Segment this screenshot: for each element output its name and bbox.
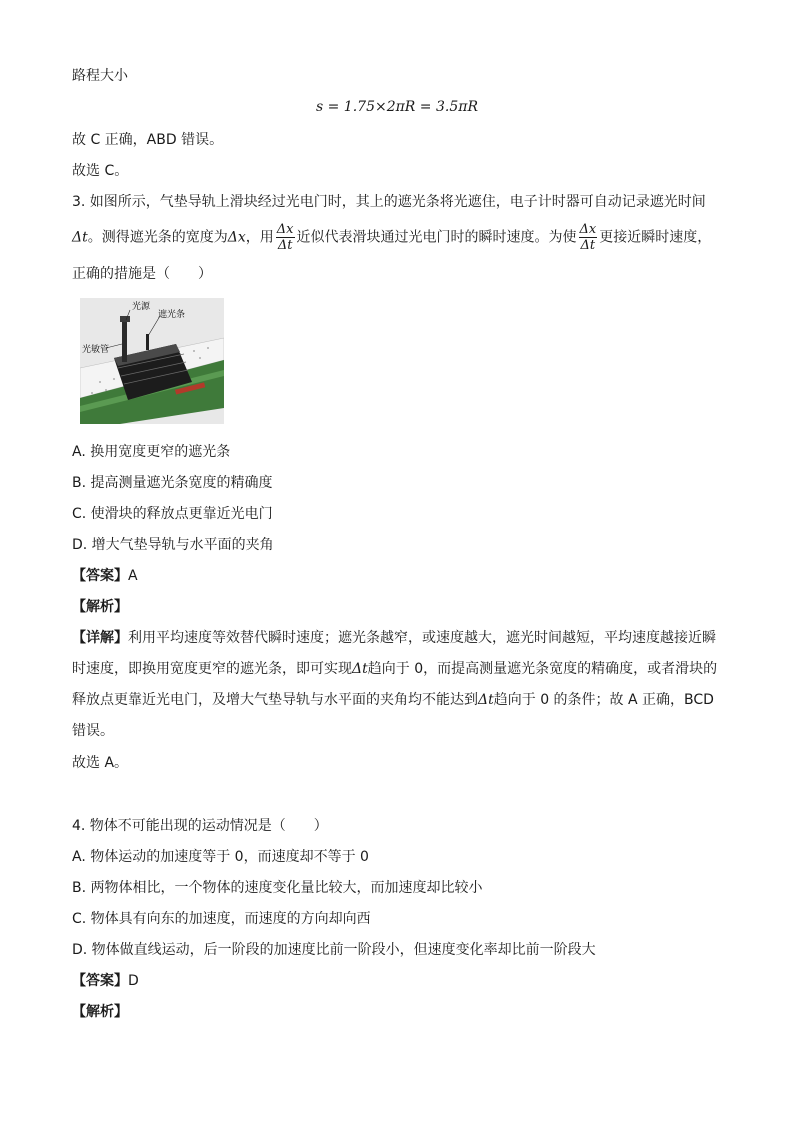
q3-delta-x: Δx — [227, 229, 246, 246]
q3-option-c: C. 使滑块的释放点更靠近光电门 — [72, 506, 273, 522]
q3-analysis-tag: 【解析】 — [72, 599, 128, 615]
label-phototube: 光敏管 — [82, 345, 110, 355]
q2-choose: 故选 C。 — [72, 163, 129, 179]
q4-option-c: C. 物体具有向东的加速度，而速度的方向却向西 — [72, 911, 371, 927]
q3-delta-t: Δt — [72, 229, 88, 246]
q3-option-b: B. 提高测量遮光条宽度的精确度 — [72, 475, 273, 491]
q4-answer: 【答案】D — [72, 973, 139, 989]
q3-choose: 故选 A。 — [72, 755, 129, 771]
path-formula: s = 1.75×2πR = 3.5πR — [315, 99, 478, 115]
q3-option-a: A. 换用宽度更窄的遮光条 — [72, 444, 231, 460]
q4-option-b: B. 两物体相比，一个物体的速度变化量比较大，而加速度却比较小 — [72, 880, 483, 896]
q3-stem-line1: 3. 如图所示，气垫导轨上滑块经过光电门时，其上的遮光条将光遮住，电子计时器可自动记录遮光时间 — [72, 194, 706, 210]
q3-answer: 【答案】A — [72, 568, 138, 584]
air-track-figure — [80, 298, 224, 424]
q3-option-d: D. 增大气垫导轨与水平面的夹角 — [72, 537, 274, 553]
q3-detail-line3: 释放点更靠近光电门，及增大气垫导轨与水平面的夹角均不能达到Δt趋向于 0 的条件；故 A 正确，BCD — [72, 692, 714, 708]
label-light-source: 光源 — [132, 302, 151, 312]
q3-detail-line4: 错误。 — [72, 723, 114, 739]
q3-fraction-1: $\frac{\Delta x}{\Delta t}$ — [276, 222, 294, 253]
q4-analysis-tag: 【解析】 — [72, 1004, 128, 1020]
q4-stem: 4. 物体不可能出现的运动情况是（ ） — [72, 818, 328, 834]
q4-option-d: D. 物体做直线运动，后一阶段的加速度比前一阶段小，但速度变化率却比前一阶段大 — [72, 942, 596, 958]
q3-detail-line1: 【详解】利用平均速度等效替代瞬时速度；遮光条越窄，或速度越大，遮光时间越短，平均速度越接近瞬 — [72, 630, 716, 646]
q3-stem-line3: 正确的措施是（ ） — [72, 266, 212, 282]
label-shade-strip: 遮光条 — [158, 310, 186, 320]
q2-conclusion: 故 C 正确，ABD 错误。 — [72, 132, 224, 148]
q3-fraction-2: $\frac{\Delta x}{\Delta t}$ — [579, 222, 597, 253]
q3-stem-line2: Δt。测得遮光条的宽度为Δx，用 $\frac{\Delta x}{\Delta t}$ 近似代表滑块通过光电门时的瞬时速度。为使 $\frac{\Delta x}{\Delta t}$ 更接近瞬时速度， — [72, 222, 712, 253]
q3-detail-line2: 时速度，即换用宽度更窄的遮光条，即可实现Δt趋向于 0，而提高测量遮光条宽度的精确度，或者滑块的 — [72, 661, 718, 677]
q4-option-a: A. 物体运动的加速度等于 0，而速度却不等于 0 — [72, 849, 369, 865]
path-label: 路程大小 — [72, 68, 128, 84]
